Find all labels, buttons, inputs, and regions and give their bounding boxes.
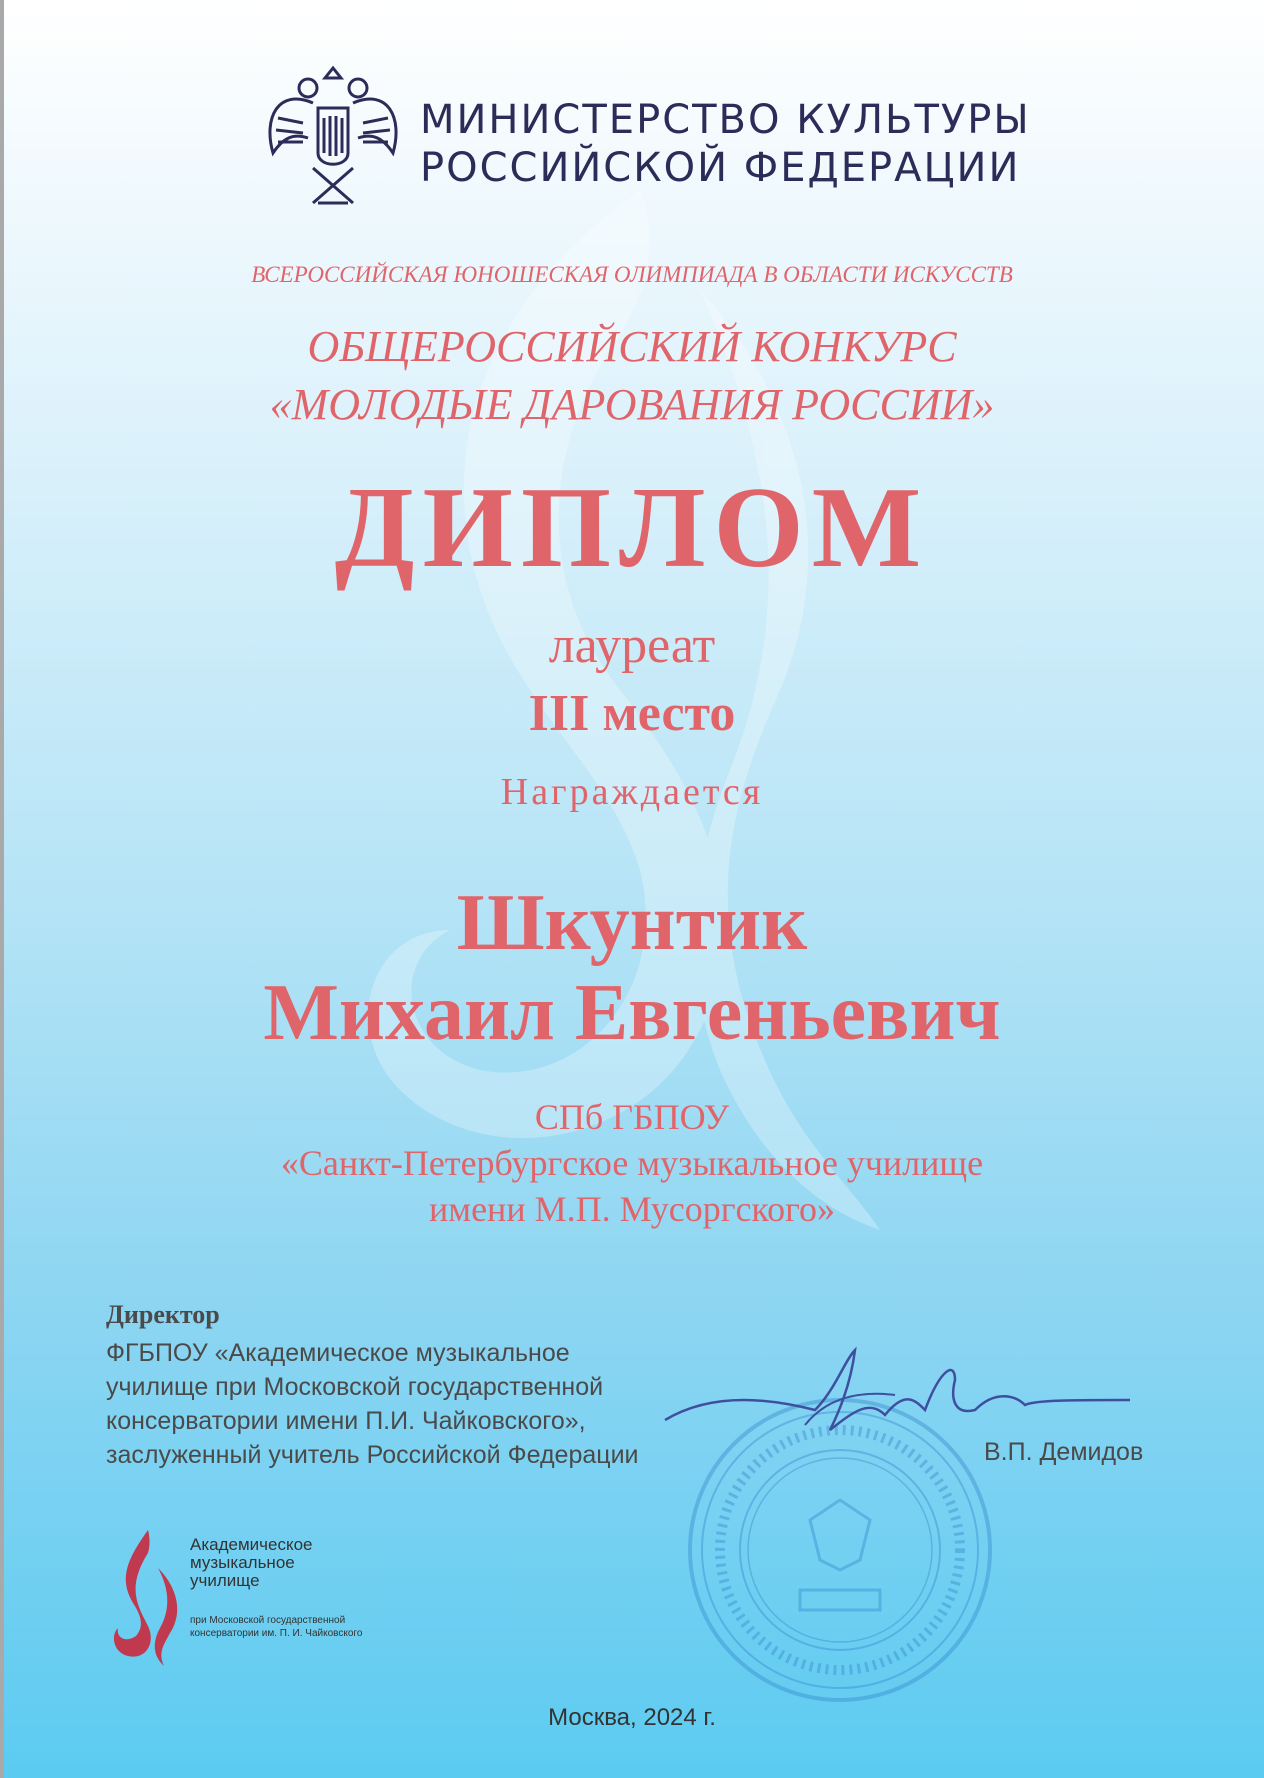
recipient-given-names: Михаил Евгеньевич <box>263 969 1001 1057</box>
school-line-3: имени М.П. Мусоргского» <box>429 1189 835 1229</box>
olympiad-title: ВСЕРОССИЙСКАЯ ЮНОШЕСКАЯ ОЛИМПИАДА В ОБЛАСТИ ИСКУССТВ <box>251 262 1013 287</box>
contest-title <box>0 318 1264 434</box>
place-label: III место <box>528 685 736 742</box>
logo-sub-2: консерватории им. П. И. Чайковского <box>190 1628 363 1639</box>
logo-sub-1: при Московской государственной <box>190 1615 346 1626</box>
director-line-1: ФГБПОУ «Академическое музыкальное <box>106 1339 570 1367</box>
ministry-line-2: РОССИЙСКОЙ ФЕДЕРАЦИИ <box>420 145 1021 191</box>
director-block <box>106 1300 639 1472</box>
ministry-title <box>420 96 1040 192</box>
director-title: Директор <box>106 1300 220 1329</box>
school-line-1: СПб ГБПОУ <box>534 1097 730 1137</box>
school-name <box>0 1094 1264 1232</box>
awarded-label: Награждается <box>500 771 764 813</box>
recipient-name <box>0 878 1264 1058</box>
music-school-logo-icon <box>108 1528 188 1668</box>
laureate-label: лауреат <box>548 617 716 674</box>
ministry-line-1: МИНИСТЕРСТВО КУЛЬТУРЫ <box>420 97 1031 143</box>
director-line-3: консерватории имени П.И. Чайковского», <box>106 1407 586 1435</box>
diploma-heading: ДИПЛОМ <box>334 464 930 592</box>
contest-line-1: ОБЩЕРОССИЙСКИЙ КОНКУРС <box>307 322 957 371</box>
music-school-logo-text <box>190 1536 362 1640</box>
school-line-2: «Санкт-Петербургское музыкальное училище <box>280 1143 984 1183</box>
double-headed-eagle-emblem <box>258 58 408 216</box>
logo-line-2: музыкальное <box>190 1553 295 1572</box>
logo-line-3: училище <box>190 1571 260 1590</box>
place-and-date: Москва, 2024 г. <box>548 1704 716 1731</box>
logo-line-1: Академическое <box>190 1535 313 1554</box>
director-name: В.П. Демидов <box>984 1438 1144 1466</box>
director-line-4: заслуженный учитель Российской Федерации <box>106 1441 639 1469</box>
contest-line-2: «МОЛОДЫЕ ДАРОВАНИЯ РОССИИ» <box>269 380 995 429</box>
director-line-2: училище при Московской государственной <box>106 1373 604 1401</box>
recipient-surname: Шкунтик <box>456 879 808 967</box>
